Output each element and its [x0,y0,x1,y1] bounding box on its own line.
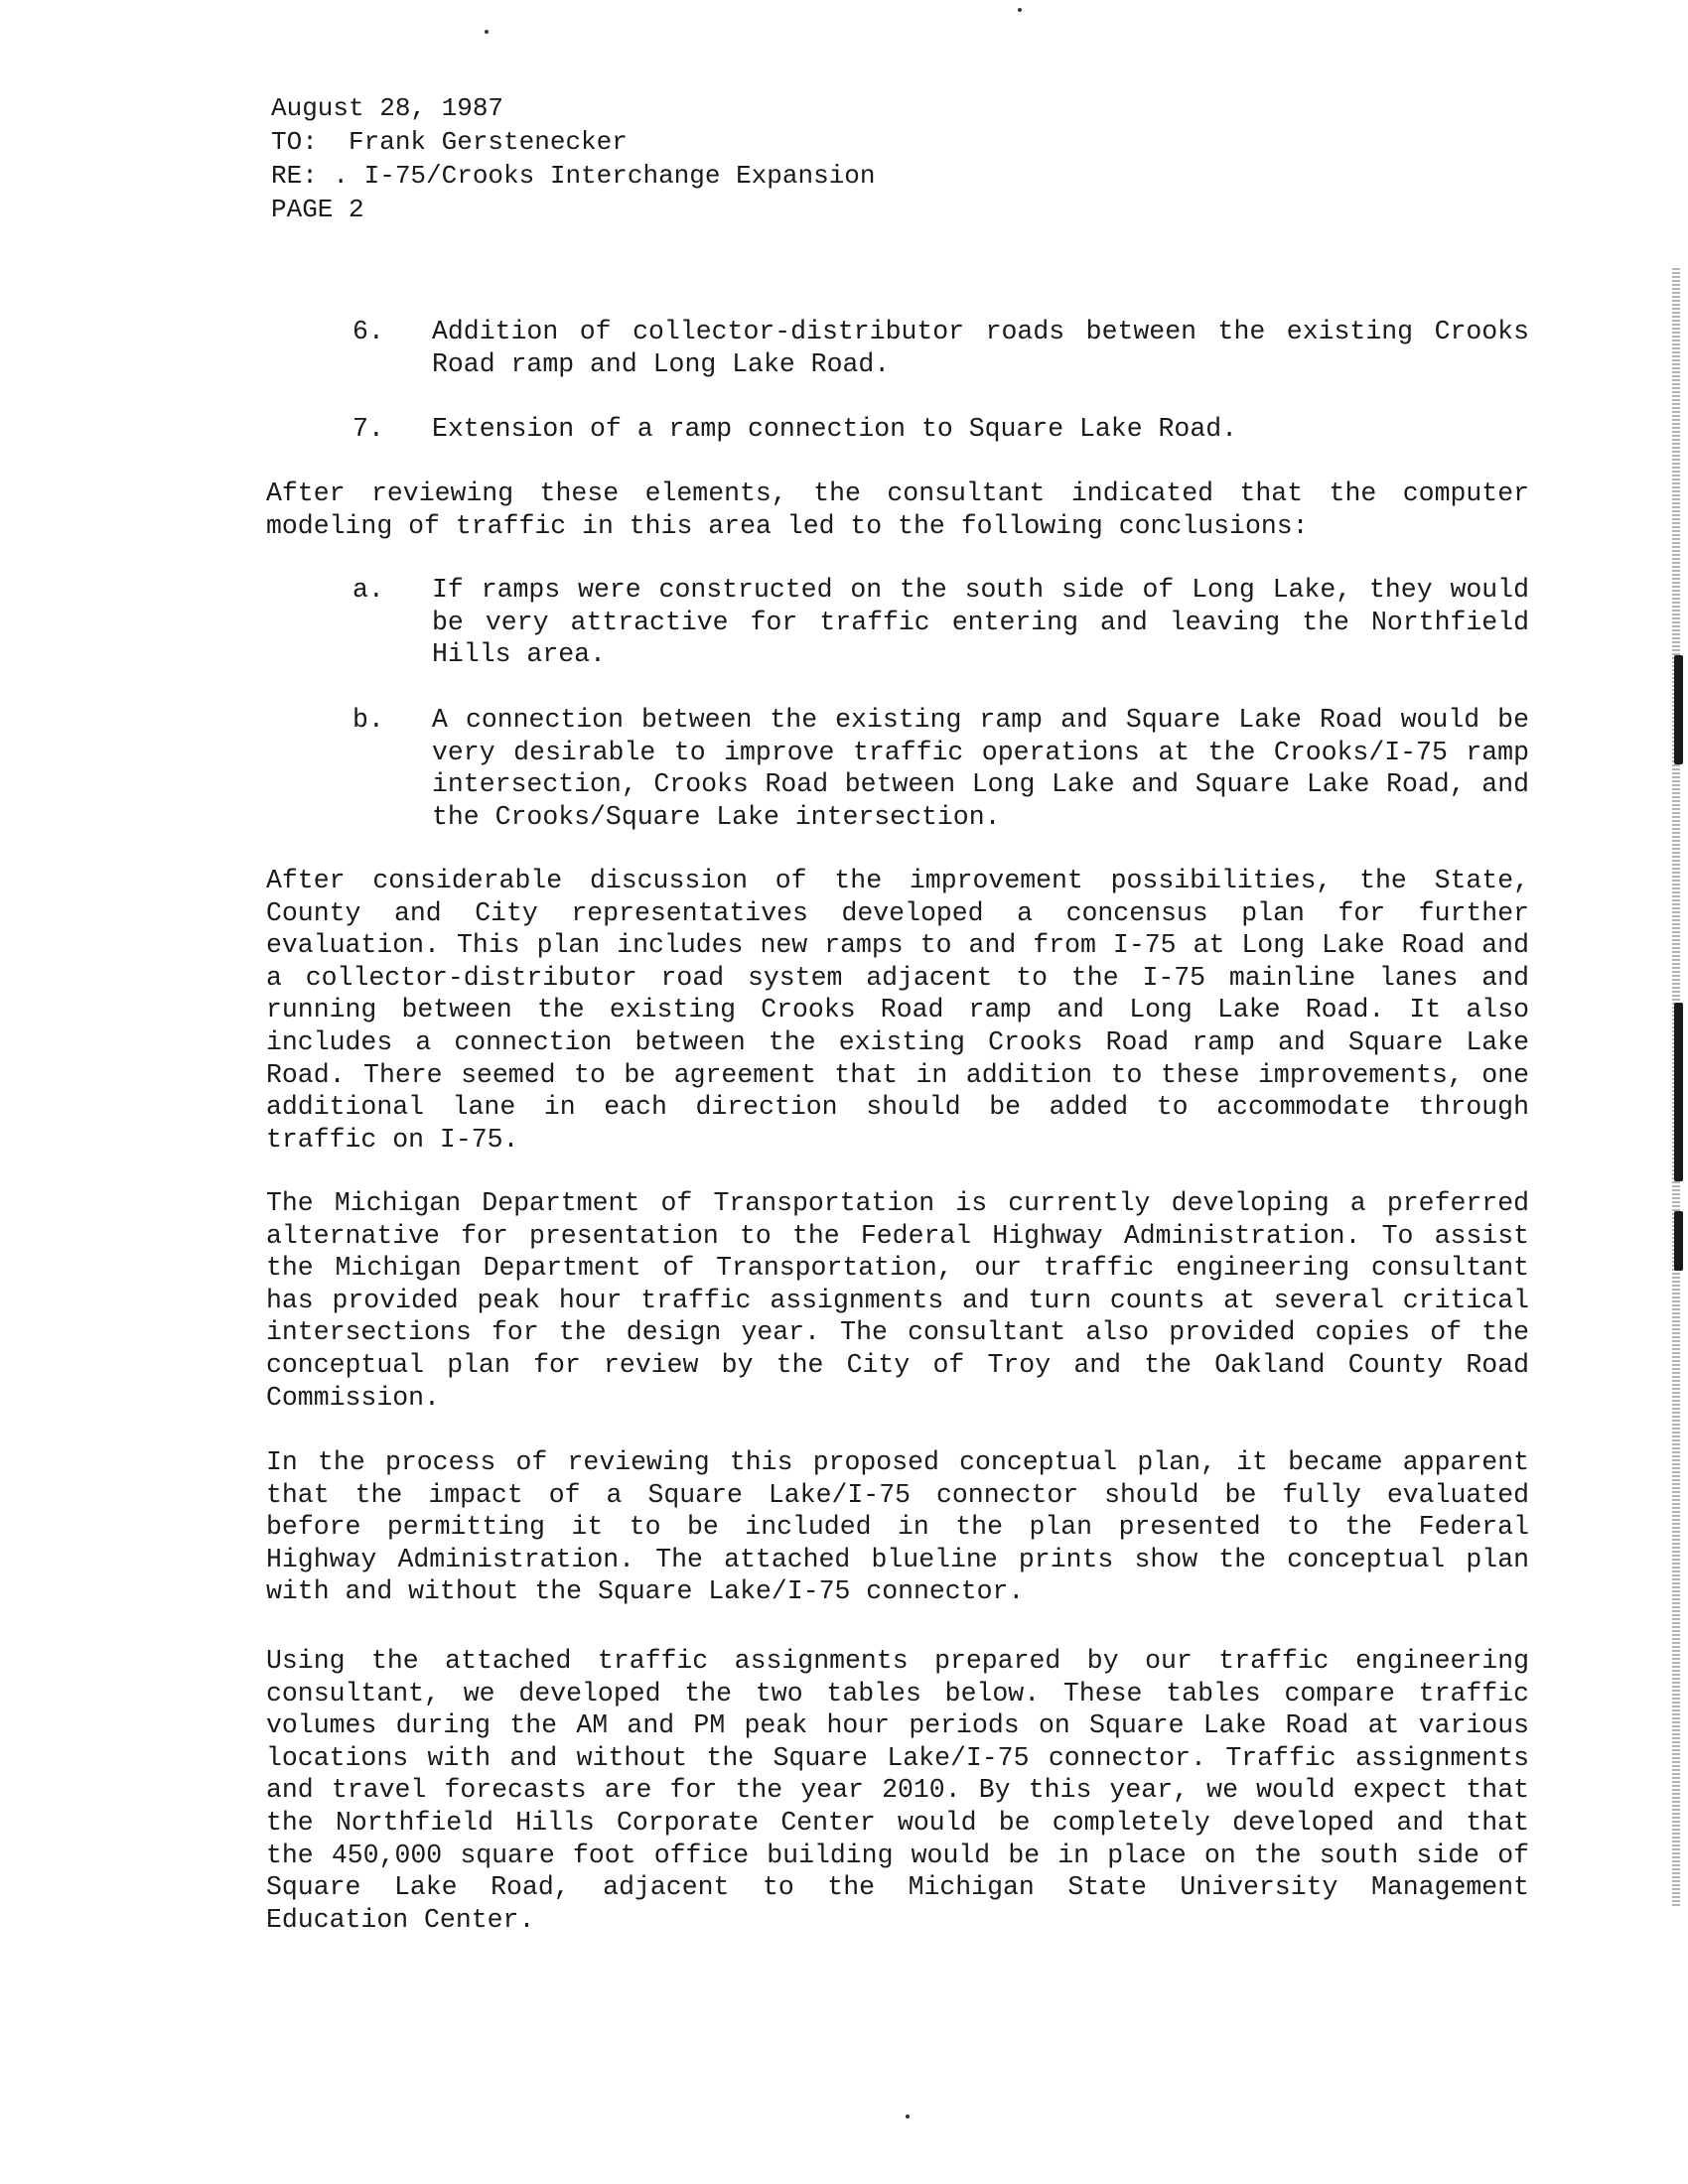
item-marker: a. [352,575,384,605]
scan-edge-artifact [1674,655,1683,764]
memo-subject: RE: . I-75/Crooks Interchange Expansion [271,161,876,191]
paragraph-traffic-assignments: Using the attached traffic assignments prepared by our traffic engineering consultant, we developed the two tables below. These tables compare traffic volumes during the AM and PM peak hour periods on Square Lake Road at various locations with and without the Square Lake/I-75 connector. Traffic assignments and travel forecasts are for the year 2010. By this year, we would expect that the Northfield Hills Corporate Center would be completely developed and that the 450,000 square foot office building would be in place on the south side of Square Lake Road, adjacent to the Michigan State University Management Education Center. [266,1646,1529,1935]
item-text: Extension of a ramp connection to Square Lake Road. [432,414,1238,444]
memo-date: August 28, 1987 [271,93,504,123]
item-text: Addition of collector-distributor roads between the existing Crooks Road ramp and Long Lake Road. [432,317,1529,379]
item-marker: 7. [352,414,384,444]
paragraph-review: In the process of reviewing this proposed conceptual plan, it became apparent that the impact of a Square Lake/I-75 connector should be fully evaluated before permitting it to be included in the plan presented to the Federal Highway Administration. The attached blueline prints show the conceptual plan with and without the Square Lake/I-75 connector. [266,1447,1529,1607]
memo-header [271,91,876,226]
scan-speck [1018,8,1022,12]
paragraph-conclusions-intro: After reviewing these elements, the consultant indicated that the computer modeling of traffic in this area led to the following conclusions: [266,478,1529,541]
scan-speck [906,2115,910,2118]
memo-page-number: PAGE 2 [271,195,364,224]
scan-edge-artifact [1674,1003,1683,1181]
item-text: A connection between the existing ramp and Square Lake Road would be very desirable to improve traffic operations at the Crooks/I-75 ramp intersection, Crooks Road between Long Lake and Square Lake Road, and the Crooks/Square Lake intersection. [432,705,1529,832]
item-marker: 6. [352,317,384,346]
paragraph-mdot: The Michigan Department of Transportation is currently developing a preferred alternative for presentation to the Federal Highway Administration. To assist the Michigan Department of Transportation, our traffic engineering consultant has provided peak hour traffic assignments and turn counts at several critical intersections for the design year. The consultant also provided copies of the conceptual plan for review by the City of Troy and the Oakland County Road Commission. [266,1188,1529,1413]
scan-edge-artifact [1674,1211,1683,1271]
memo-recipient: TO: Frank Gerstenecker [271,127,628,157]
paragraph-concensus-plan: After considerable discussion of the improvement possibilities, the State, County and City representatives developed a concensus plan for further evaluation. This plan includes new ramps to and from I-75 at Long Lake Road and a collector-distributor road system adjacent to the I-75 mainline lanes and running between the existing Crooks Road ramp and Long Lake Road. It also includes a connection between the existing Crooks Road ramp and Square Lake Road. There seemed to be agreement that in addition to these improvements, one additional lane in each direction should be added to accommodate through traffic on I-75. [266,866,1529,1155]
item-marker: b. [352,705,384,735]
scan-speck [485,30,489,34]
item-text: If ramps were constructed on the south side of Long Lake, they would be very attractive for traffic entering and leaving the Northfield Hills area. [432,575,1529,670]
